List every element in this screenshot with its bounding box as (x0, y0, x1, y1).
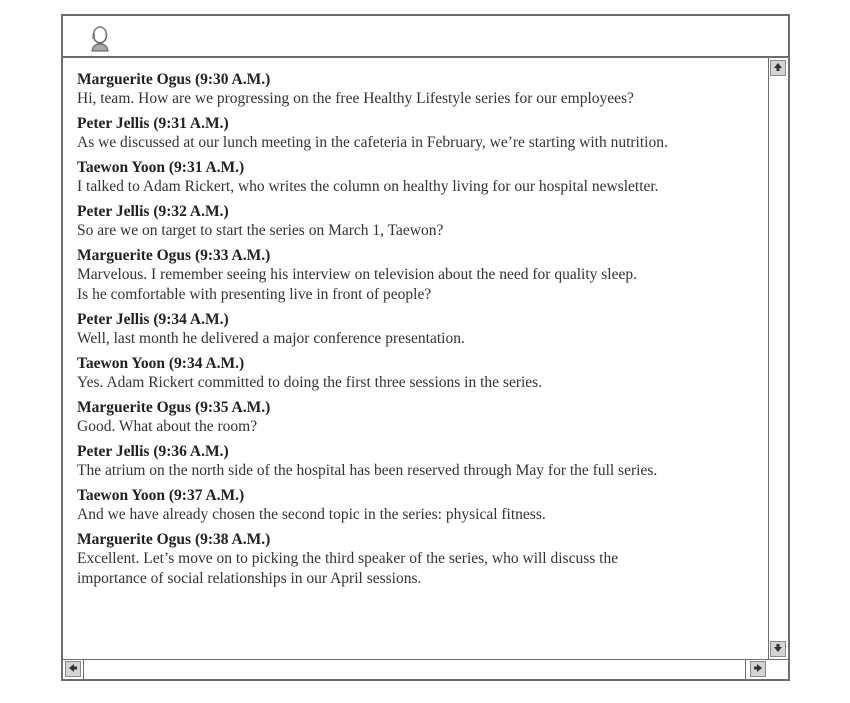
message-sender: Peter Jellis (9:31 A.M.) (77, 115, 229, 132)
message-area[interactable] (63, 58, 768, 659)
message-text: Excellent. Let’s move on to picking the third speaker of the series, who will discuss the importance of social relationships in our April sessions. (77, 550, 619, 587)
message-sender: Taewon Yoon (9:37 A.M.) (77, 487, 245, 504)
message-sender: Peter Jellis (9:36 A.M.) (77, 443, 229, 460)
arrow-down-icon (773, 640, 783, 658)
chat-message (77, 158, 768, 197)
scroll-left-button[interactable] (65, 661, 81, 677)
message-text: The atrium on the north side of the hospital has been reserved through May for the full series. (77, 462, 658, 479)
chat-message (77, 114, 768, 153)
chat-message (77, 246, 768, 305)
message-text: So are we on target to start the series on March 1, Taewon? (77, 222, 444, 239)
horizontal-scrollbar[interactable] (63, 659, 788, 679)
scroll-down-button[interactable] (770, 641, 786, 657)
message-text: Yes. Adam Rickert committed to doing the first three sessions in the series. (77, 374, 543, 391)
chat-message (77, 486, 768, 525)
chat-message (77, 398, 768, 437)
message-sender: Peter Jellis (9:32 A.M.) (77, 203, 229, 220)
message-text: As we discussed at our lunch meeting in the cafeteria in February, we’re starting with nutrition. (77, 134, 668, 151)
message-text: Well, last month he delivered a major conference presentation. (77, 330, 465, 347)
scroll-up-button[interactable] (770, 60, 786, 76)
message-sender: Marguerite Ogus (9:33 A.M.) (77, 247, 271, 264)
message-text: I talked to Adam Rickert, who writes the column on healthy living for our hospital newsletter. (77, 178, 659, 195)
message-sender: Marguerite Ogus (9:35 A.M.) (77, 399, 271, 416)
chat-message (77, 70, 768, 109)
message-sender: Marguerite Ogus (9:30 A.M.) (77, 71, 271, 88)
horizontal-scroll-track[interactable] (83, 660, 746, 679)
arrow-up-icon (773, 59, 783, 77)
message-text: Marvelous. I remember seeing his interview on television about the need for quality sleep. Is he comfortable with presenting live in front of people? (77, 266, 637, 303)
person-headset-icon (85, 22, 115, 52)
scroll-right-button[interactable] (750, 661, 766, 677)
message-sender: Peter Jellis (9:34 A.M.) (77, 311, 229, 328)
message-sender: Marguerite Ogus (9:38 A.M.) (77, 531, 271, 548)
chat-message (77, 202, 768, 241)
chat-header (63, 16, 788, 58)
message-sender: Taewon Yoon (9:34 A.M.) (77, 355, 245, 372)
chat-window (61, 14, 790, 681)
chat-message (77, 442, 768, 481)
arrow-left-icon (68, 660, 78, 678)
message-text: Hi, team. How are we progressing on the free Healthy Lifestyle series for our employees? (77, 90, 634, 107)
message-text: Good. What about the room? (77, 418, 258, 435)
chat-message (77, 354, 768, 393)
chat-message (77, 530, 768, 589)
chat-message (77, 310, 768, 349)
message-list (63, 58, 768, 589)
message-text: And we have already chosen the second topic in the series: physical fitness. (77, 506, 546, 523)
arrow-right-icon (753, 660, 763, 678)
message-sender: Taewon Yoon (9:31 A.M.) (77, 159, 245, 176)
vertical-scrollbar[interactable] (768, 58, 788, 659)
